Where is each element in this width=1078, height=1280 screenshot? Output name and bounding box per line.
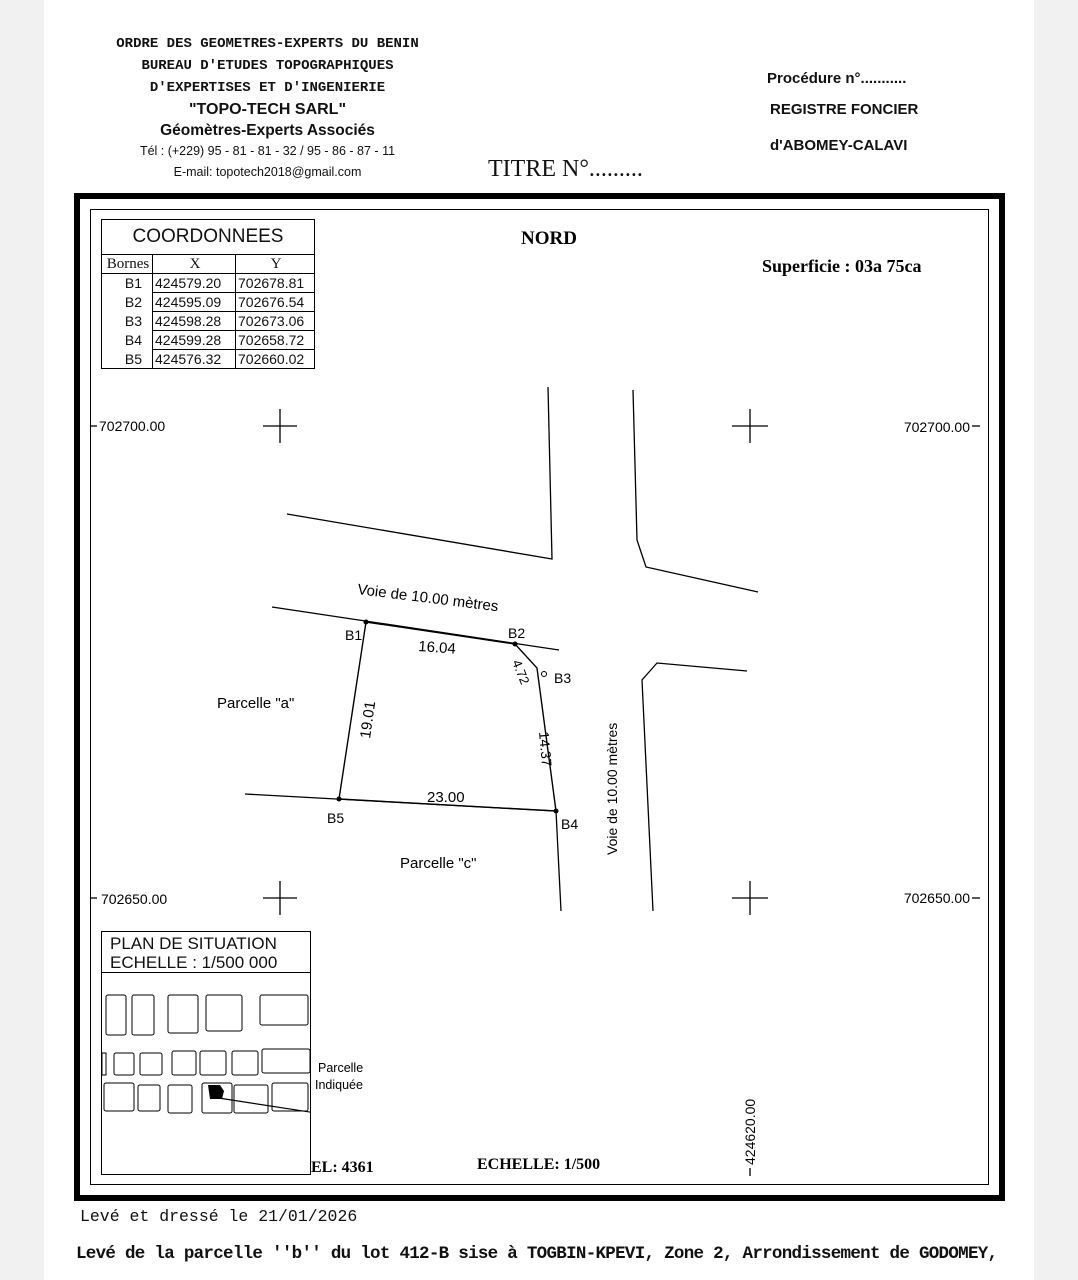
borne-b2-point: [513, 642, 518, 647]
borne-b4-point: [554, 809, 559, 814]
road-edge-north-west: [287, 387, 552, 559]
company-phone: Tél : (+229) 95 - 81 - 81 - 32 / 95 - 86 - 87 - 11: [139, 144, 396, 158]
row-x: 424579.20: [153, 274, 236, 293]
survey-description: Levé de la parcelle ''b'' du lot 412-B sise à TOGBIN-KPEVI, Zone 2, Arrondissement de GODOMEY,: [76, 1244, 998, 1264]
survey-sheet: [44, 0, 1034, 1280]
grid-cross-top-right: [732, 409, 768, 443]
road-label-horizontal: Voie de 10.00 mètres: [356, 581, 500, 616]
company-email: E-mail: topotech2018@gmail.com: [173, 165, 362, 179]
table-row: [102, 331, 315, 350]
superficie: Superficie : 03a 75ca: [762, 256, 922, 276]
locality: d'ABOMEY-CALAVI: [770, 137, 908, 154]
row-x: 424599.28: [153, 331, 236, 350]
coordinates-title: COORDONNEES: [102, 220, 315, 255]
row-x: 424598.28: [153, 312, 236, 331]
distance-b1-b2: 16.04: [417, 638, 457, 658]
table-row: [102, 274, 315, 293]
org-line-1: ORDRE DES GEOMETRES-EXPERTS DU BENIN: [116, 36, 419, 52]
row-borne: B2: [102, 293, 153, 312]
situation-header: [102, 932, 310, 973]
situation-map: [102, 973, 310, 1173]
row-x: 424595.09: [153, 293, 236, 312]
borne-label-b1: B1: [345, 627, 363, 643]
grid-cross-bottom-left: [263, 881, 297, 915]
row-y: 702676.54: [236, 293, 315, 312]
borne-b3-point: [542, 672, 547, 677]
row-x: 424576.32: [153, 350, 236, 369]
table-row: [102, 312, 315, 331]
distance-b2-b3: 4.72: [509, 657, 533, 687]
row-borne: B4: [102, 331, 153, 350]
situation-scale: ECHELLE : 1/500 000: [110, 953, 278, 972]
road-edge-south-east: [642, 663, 747, 911]
borne-label-b4: B4: [561, 816, 579, 832]
distance-b4-b5: 23.00: [427, 789, 465, 806]
borne-label-b3: B3: [554, 670, 572, 686]
distance-b5-b1: 19.01: [357, 700, 380, 740]
grid-cross-bottom-right: [732, 881, 768, 915]
plan-frame: [74, 193, 1005, 1201]
row-borne: B3: [102, 312, 153, 331]
titre-number: TITRE N°.........: [488, 156, 643, 182]
indicated-parcel-label-2: Indiquée: [315, 1078, 363, 1092]
grid-label-x-bottom: 424620.00: [742, 1098, 758, 1165]
borne-label-b5: B5: [327, 810, 345, 826]
table-row: [102, 350, 315, 369]
company-header: [90, 33, 445, 183]
org-line-2: BUREAU D'ETUDES TOPOGRAPHIQUES: [141, 58, 394, 74]
borne-label-b2: B2: [508, 625, 526, 641]
indicated-parcel-label-1: Parcelle: [318, 1061, 364, 1075]
row-borne: B1: [102, 274, 153, 293]
row-y: 702678.81: [236, 274, 315, 293]
borne-b5-point: [337, 797, 342, 802]
situation-plan: [101, 931, 311, 1175]
company-name: "TOPO-TECH SARL": [188, 101, 347, 118]
col-header-bornes: Bornes: [102, 255, 153, 274]
grid-cross-top-left: [263, 409, 297, 443]
road-label-vertical: Voie de 10.00 mètres: [604, 722, 620, 855]
col-header-x: X: [153, 255, 236, 274]
coordinates-table: [101, 219, 315, 369]
company-subtitle: Géomètres-Experts Associés: [160, 122, 375, 139]
row-y: 702660.02: [236, 350, 315, 369]
grid-label-y-top-right: 702700.00: [903, 419, 970, 435]
grid-label-y-top-left: 702700.00: [99, 418, 166, 434]
row-y: 702673.06: [236, 312, 315, 331]
road-edge-north-east: [633, 390, 758, 592]
org-line-3: D'EXPERTISES ET D'INGENIERIE: [149, 80, 386, 96]
survey-date: Levé et dressé le 21/01/2026: [80, 1207, 358, 1226]
plan-inner-frame: [90, 209, 989, 1185]
table-row: [102, 293, 315, 312]
parcel-label-a: Parcelle "a": [217, 695, 295, 712]
borne-b1-point: [364, 620, 369, 625]
col-header-y: Y: [236, 255, 315, 274]
registre-foncier: REGISTRE FONCIER: [770, 101, 919, 118]
situation-title: PLAN DE SITUATION: [110, 934, 277, 953]
echelle: ECHELLE: 1/500: [477, 1156, 601, 1173]
row-y: 702658.72: [236, 331, 315, 350]
grid-label-y-bottom-right: 702650.00: [903, 890, 970, 906]
distance-b3-b4: 14.37: [536, 730, 556, 768]
row-borne: B5: [102, 350, 153, 369]
grid-label-y-bottom-left: 702650.00: [101, 891, 168, 907]
el-number: EL: 4361: [311, 1159, 374, 1176]
procedure-number: Procédure n°...........: [767, 70, 907, 87]
parcel-label-c: Parcelle "c": [400, 855, 477, 872]
north-label: NORD: [521, 228, 577, 249]
